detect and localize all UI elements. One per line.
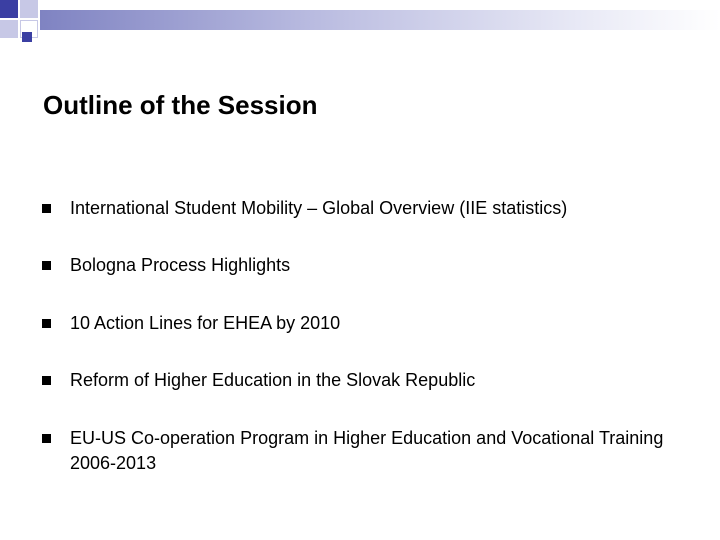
bullet-text: Reform of Higher Education in the Slovak Republic: [70, 370, 476, 390]
bullet-text: International Student Mobility – Global Overview (IIE statistics): [70, 198, 568, 218]
header-gradient-bar: [40, 10, 720, 30]
bullet-text: Bologna Process Highlights: [70, 255, 291, 275]
square-bullet-icon: [42, 319, 51, 328]
square-bullet-icon: [42, 204, 51, 213]
corner-square-decoration: [22, 32, 32, 42]
slide-title: Outline of the Session: [43, 90, 318, 120]
bullet-text: EU-US Co-operation Program in Higher Education and Vocational Training 2006-2013: [70, 428, 664, 473]
square-bullet-icon: [42, 434, 51, 443]
corner-square-decoration: [20, 0, 38, 18]
square-bullet-icon: [42, 261, 51, 270]
bullet-text: 10 Action Lines for EHEA by 2010: [70, 313, 341, 333]
corner-square-decoration: [0, 20, 18, 38]
square-bullet-icon: [42, 376, 51, 385]
corner-square-decoration: [0, 0, 18, 18]
